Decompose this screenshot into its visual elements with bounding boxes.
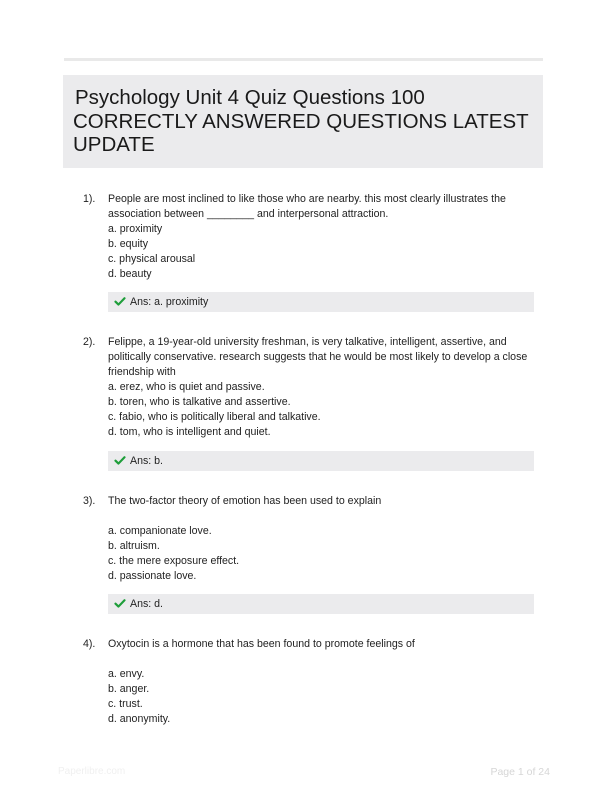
option-d: d. passionate love. — [108, 570, 197, 582]
option-d: d. tom, who is intelligent and quiet. — [108, 426, 271, 438]
question-text — [108, 494, 538, 509]
question-text-line: Felippe, a 19-year-old university freshman, is very talkative, intelligent, assertive, and — [108, 336, 507, 348]
question-text-line: People are most inclined to like those who are nearby. this most clearly illustrates the — [108, 193, 506, 205]
answer-box — [108, 594, 534, 614]
top-divider — [64, 58, 543, 61]
option-b: b. equity — [108, 238, 149, 250]
option-c: c. trust. — [108, 698, 143, 710]
question-text — [108, 335, 538, 380]
question-text — [108, 637, 538, 652]
title-line-2: CORRECTLY ANSWERED QUESTIONS LATEST — [73, 109, 529, 133]
title-line-1: Psychology Unit 4 Quiz Questions 100 — [75, 86, 425, 109]
page-number: Page 1 of 24 — [490, 766, 550, 778]
option-c: c. the mere exposure effect. — [108, 555, 240, 567]
option-b: b. anger. — [108, 683, 150, 695]
page-title — [73, 86, 529, 157]
answer-text: Ans: d. — [130, 598, 163, 610]
answer-box — [108, 451, 534, 471]
option-c: c. fabio, who is politically liberal and talkative. — [108, 411, 321, 423]
question-text-line: Oxytocin is a hormone that has been found to promote feelings of — [108, 638, 415, 650]
option-a: a. companionate love. — [108, 525, 212, 537]
option-list — [108, 667, 528, 727]
question-number: 2). — [83, 336, 96, 348]
option-list — [108, 524, 528, 584]
answer-box — [108, 292, 534, 312]
option-d: d. anonymity. — [108, 713, 171, 725]
question-text-line: friendship with — [108, 366, 176, 378]
question-text-line: The two-factor theory of emotion has been used to explain — [108, 495, 382, 507]
answer-text: Ans: a. proximity — [130, 296, 209, 308]
title-line-3: UPDATE — [73, 133, 155, 156]
question-text — [108, 192, 538, 222]
question-number: 4). — [83, 638, 96, 650]
option-c: c. physical arousal — [108, 253, 196, 265]
option-b: b. altruism. — [108, 540, 160, 552]
check-icon — [114, 456, 126, 465]
question-number: 3). — [83, 495, 96, 507]
option-b: b. toren, who is talkative and assertive. — [108, 396, 291, 408]
check-icon — [114, 297, 126, 306]
question-text-line: association between ________ and interpersonal attraction. — [108, 208, 389, 220]
title-banner — [63, 75, 543, 168]
question-text-line: politically conservative. research suggests that he would be most likely to develop a close — [108, 351, 528, 363]
option-list — [108, 222, 528, 282]
question-number: 1). — [83, 193, 96, 205]
option-a: a. envy. — [108, 668, 145, 680]
option-d: d. beauty — [108, 268, 152, 280]
option-a: a. erez, who is quiet and passive. — [108, 381, 265, 393]
answer-text: Ans: b. — [130, 455, 163, 467]
footer-watermark: Paperlibre.com — [58, 766, 126, 777]
option-a: a. proximity — [108, 223, 163, 235]
option-list — [108, 380, 528, 440]
check-icon — [114, 599, 126, 608]
